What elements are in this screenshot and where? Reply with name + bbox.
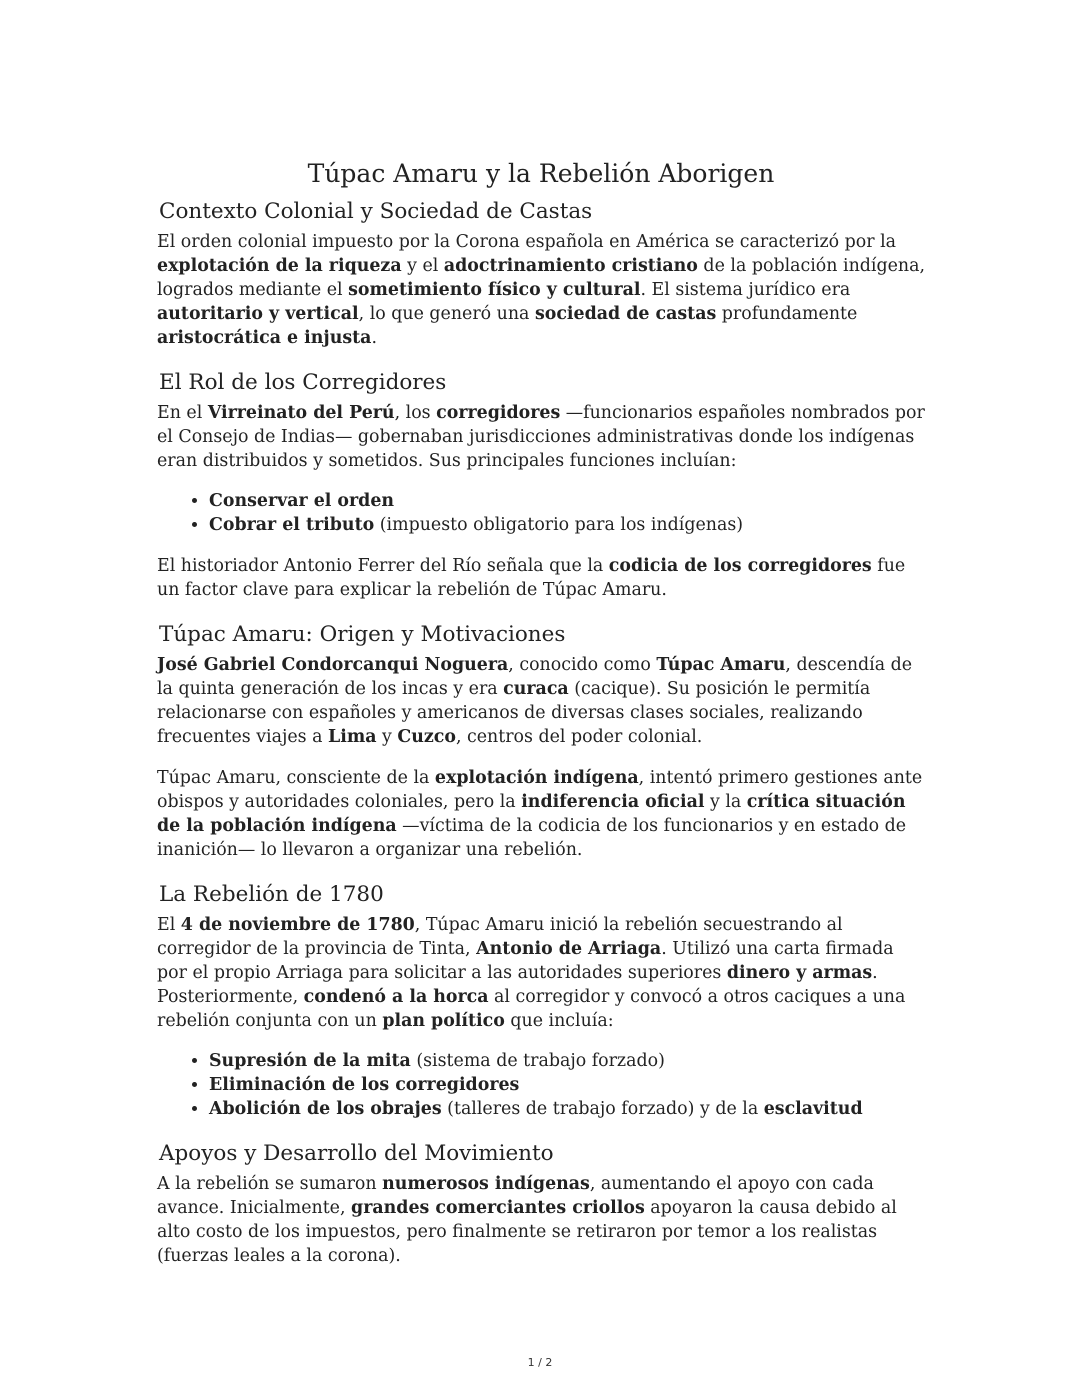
document-page [157, 156, 925, 1285]
paragraph-rebelion-1780: El 4 de noviembre de 1780, Túpac Amaru inició la rebelión secuestrando al corregidor de la provincia de Tinta, Antonio de Arriaga. Utilizó una carta firmada por el propio Arriaga para solicitar a las autoridades superiores dinero y armas. Posteriormente, condenó a la horca al corregidor y convocó a otros caciques a una rebelión conjunta con un plan político que incluía: [157, 915, 906, 1031]
page-number: 1 / 2 [527, 1356, 553, 1369]
paragraph-corregidores-historian: El historiador Antonio Ferrer del Río señala que la codicia de los corregidores fue un factor clave para explicar la rebelión de Túpac Amaru. [157, 556, 906, 600]
document-title: Túpac Amaru y la Rebelión Aborigen [307, 159, 775, 188]
list-item: • Eliminación de los corregidores [209, 1073, 925, 1097]
section-heading-apoyos: Apoyos y Desarrollo del Movimiento [159, 1141, 554, 1166]
paragraph-corregidores-intro: En el Virreinato del Perú, los corregidores —funcionarios españoles nombrados por el Consejo de Indias— gobernaban jurisdicciones administrativas donde los indígenas eran distribuidos y sometidos. Sus principales funciones incluían: [157, 403, 925, 471]
plan-politico-list [157, 1049, 925, 1121]
paragraph-apoyos: A la rebelión se sumaron numerosos indígenas, aumentando el apoyo con cada avance. Inicialmente, grandes comerciantes criollos apoyaron la causa debido al alto costo de los impuestos, pero finalmente se retiraron por temor a los realistas (fuerzas leales a la corona). [157, 1174, 897, 1266]
paragraph-contexto: El orden colonial impuesto por la Corona española en América se caracterizó por la explotación de la riqueza y el adoctrinamiento cristiano de la población indígena, logrados mediante el sometimiento físico y cultural. El sistema jurídico era autoritario y vertical, lo que generó una sociedad de castas profundamente aristocrática e injusta. [157, 232, 925, 348]
section-heading-origen: Túpac Amaru: Origen y Motivaciones [159, 622, 566, 647]
list-item: • Supresión de la mita (sistema de trabajo forzado) [209, 1049, 925, 1073]
section-heading-corregidores: El Rol de los Corregidores [159, 370, 447, 395]
section-heading-rebelion-1780: La Rebelión de 1780 [159, 882, 384, 907]
paragraph-origen-2: Túpac Amaru, consciente de la explotación indígena, intentó primero gestiones ante obispos y autoridades coloniales, pero la indiferencia oficial y la crítica situación de la población indígena —víctima de la codicia de los funcionarios y en estado de inanición— lo llevaron a organizar una rebelión. [157, 768, 923, 860]
section-heading-contexto: Contexto Colonial y Sociedad de Castas [159, 199, 593, 224]
list-item: • Conservar el orden [209, 489, 925, 513]
paragraph-origen-1: José Gabriel Condorcanqui Noguera, conocido como Túpac Amaru, descendía de la quinta generación de los incas y era curaca (cacique). Su posición le permitía relacionarse con españoles y americanos de diversas clases sociales, realizando frecuentes viajes a Lima y Cuzco, centros del poder colonial. [157, 655, 913, 747]
corregidores-functions-list [157, 489, 925, 537]
list-item: • Cobrar el tributo (impuesto obligatorio para los indígenas) [209, 513, 925, 537]
list-item: • Abolición de los obrajes (talleres de trabajo forzado) y de la esclavitud [209, 1097, 925, 1121]
